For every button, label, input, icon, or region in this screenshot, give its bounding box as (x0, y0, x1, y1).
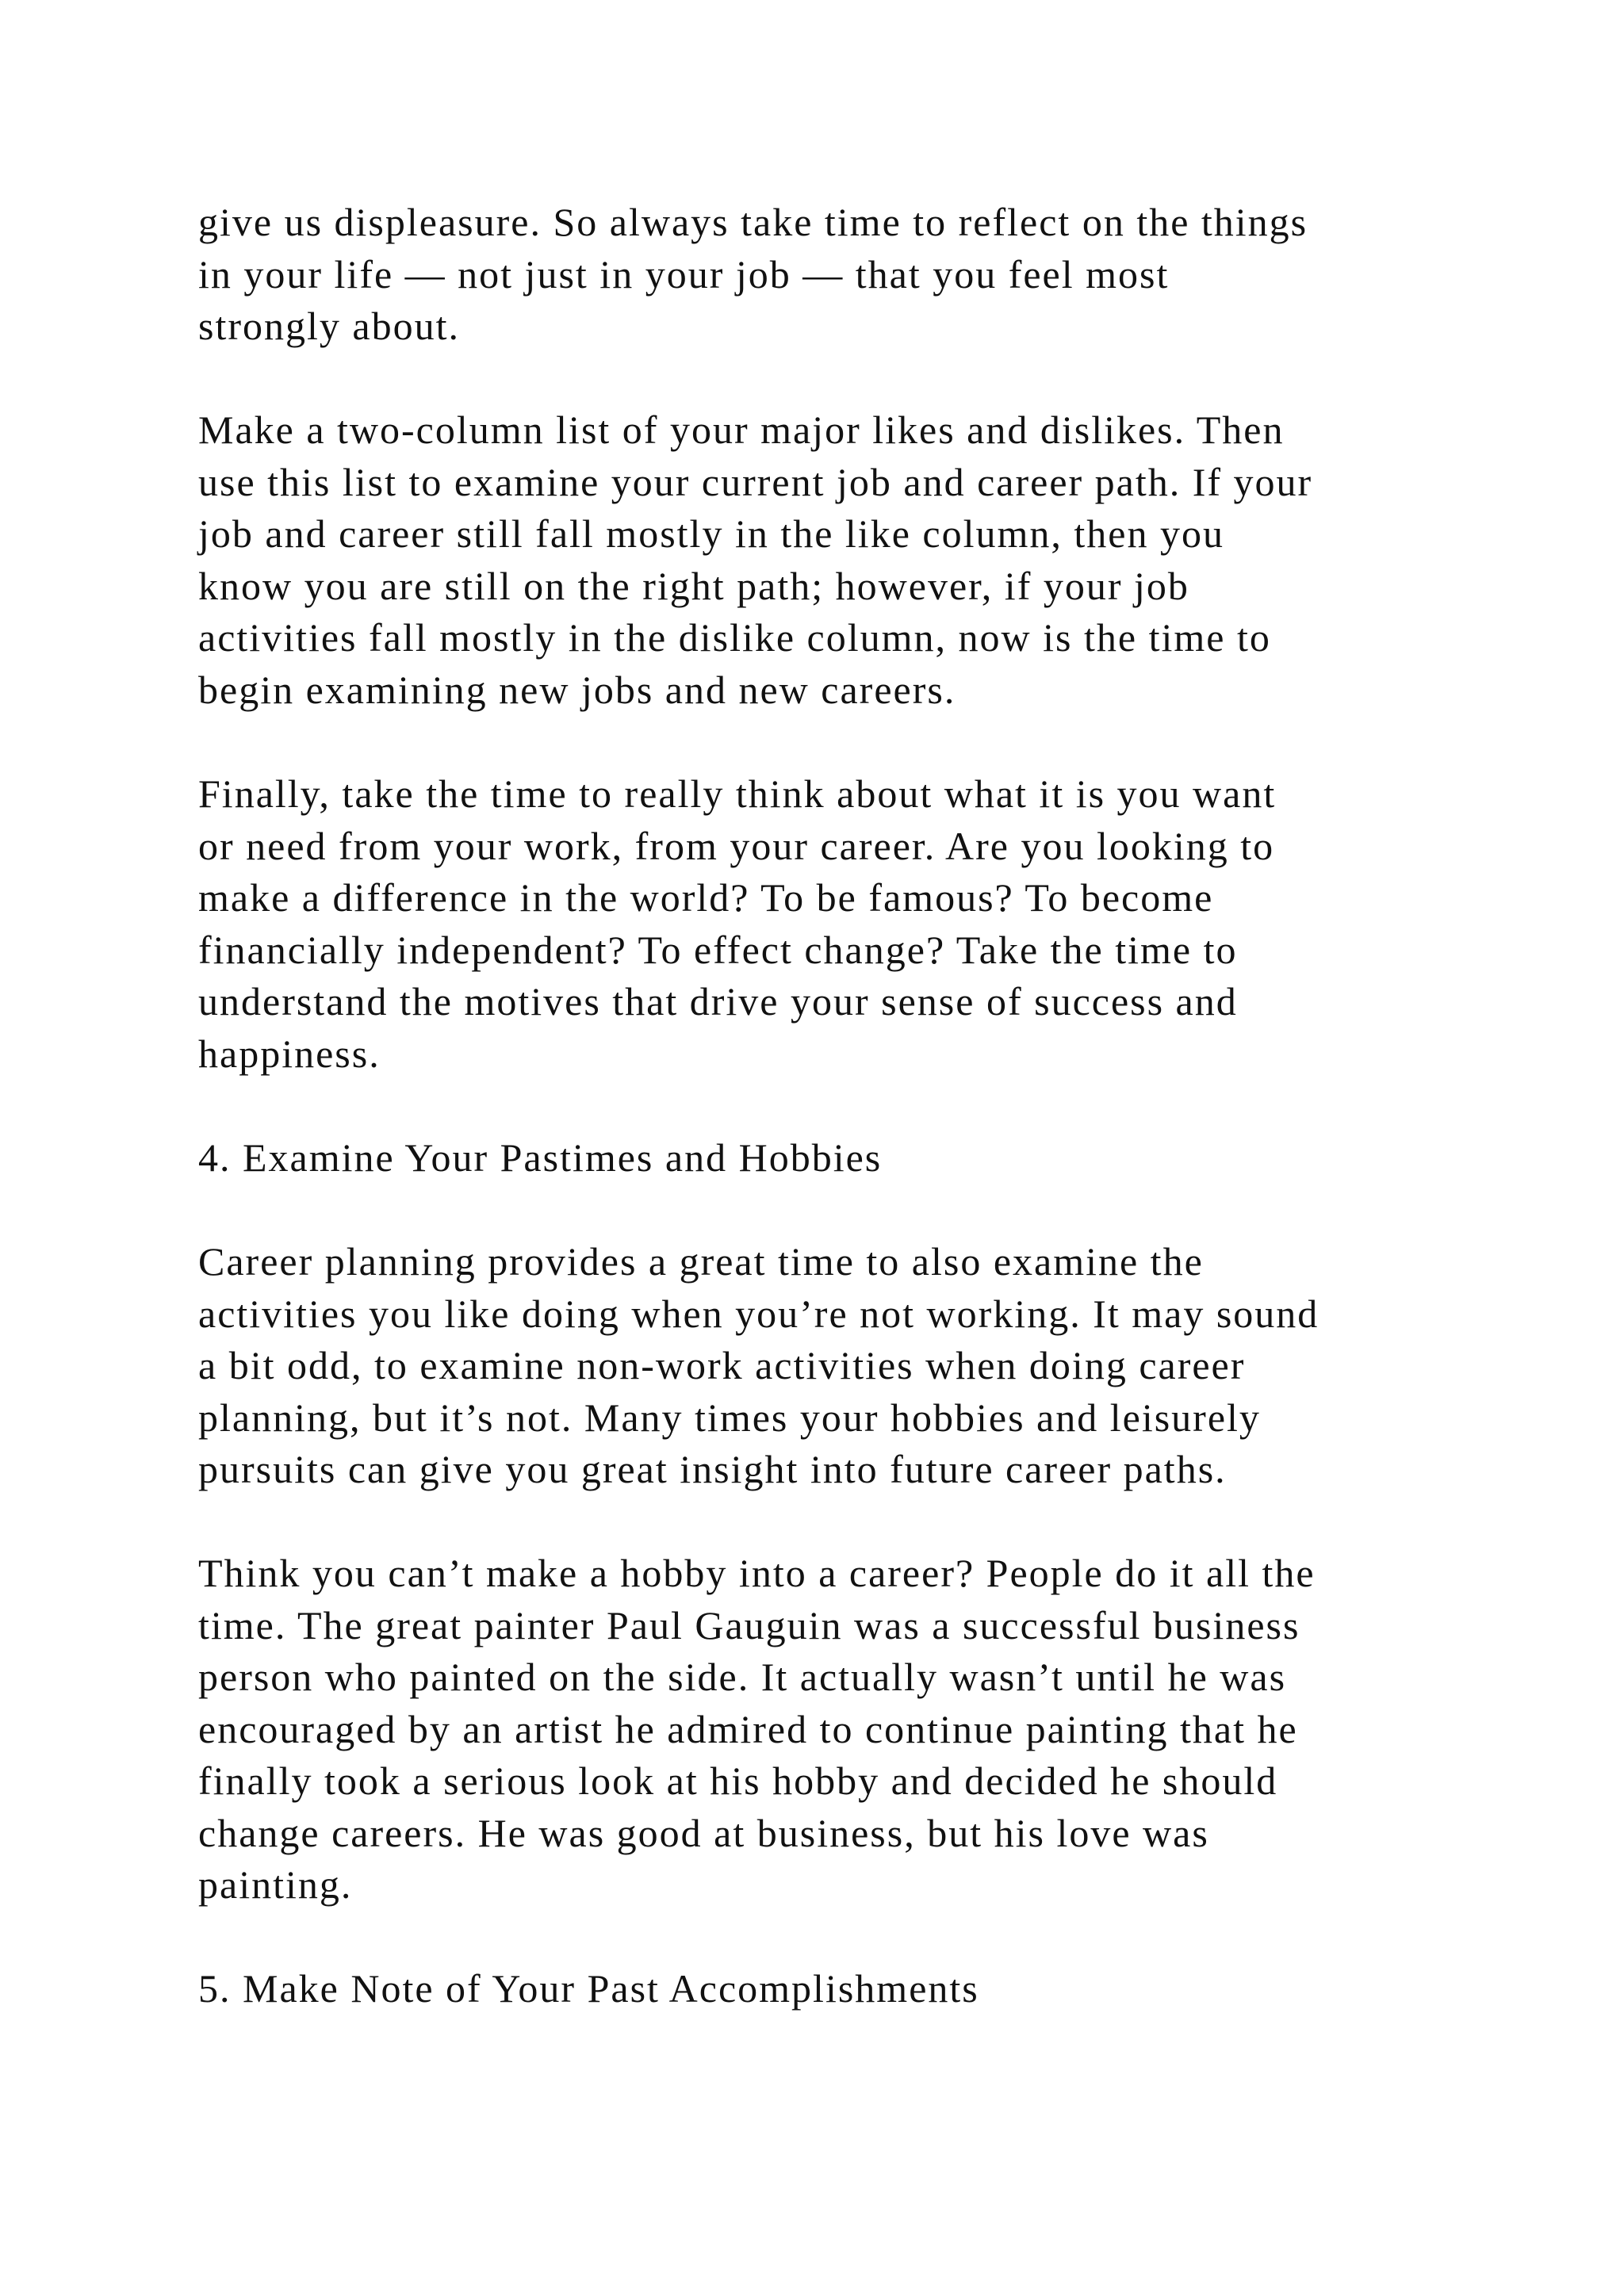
text-line: begin examining new jobs and new careers. (198, 667, 956, 712)
text-line: make a difference in the world? To be famous? To become (198, 875, 1214, 920)
text-line: or need from your work, from your career. Are you looking to (198, 823, 1275, 868)
text-line: activities you like doing when you’re not working. It may sound (198, 1291, 1320, 1336)
text-line: a bit odd, to examine non-work activities when doing career (198, 1343, 1246, 1387)
text-line: painting. (198, 1862, 353, 1907)
text-line: change careers. He was good at business, but his love was (198, 1810, 1209, 1855)
paragraph-reflect (198, 197, 1467, 353)
text-line: planning, but it’s not. Many times your hobbies and leisurely (198, 1395, 1261, 1440)
paragraph-two-column-list (198, 404, 1467, 716)
text-line: time. The great painter Paul Gauguin was a successful business (198, 1602, 1300, 1647)
paragraph-gauguin (198, 1548, 1467, 1911)
paragraph-career-planning (198, 1236, 1467, 1496)
text-line: in your life — not just in your job — that you feel most (198, 251, 1170, 297)
heading-text: 5. Make Note of Your Past Accomplishments (198, 1966, 979, 2011)
section-heading-pastimes (198, 1132, 1467, 1184)
text-line: job and career still fall mostly in the like column, then you (198, 511, 1224, 556)
text-line: Think you can’t make a hobby into a career? People do it all the (198, 1551, 1316, 1595)
text-line: activities fall mostly in the dislike column, now is the time to (198, 615, 1271, 660)
text-line: strongly about. (198, 304, 460, 348)
heading-text: 4. Examine Your Pastimes and Hobbies (198, 1135, 883, 1180)
text-line: pursuits can give you great insight into future career paths. (198, 1447, 1227, 1491)
text-line: know you are still on the right path; however, if your job (198, 563, 1189, 608)
text-line: person who painted on the side. It actually wasn’t until he was (198, 1655, 1287, 1699)
text-line: happiness. (198, 1031, 381, 1076)
text-line: use this list to examine your current job and career path. If your (198, 459, 1313, 504)
text-line: Finally, take the time to really think about what it is you want (198, 771, 1277, 816)
text-line: encouraged by an artist he admired to continue painting that he (198, 1706, 1298, 1751)
section-heading-accomplishments (198, 1963, 1467, 2015)
text-line: Career planning provides a great time to also examine the (198, 1239, 1204, 1284)
paragraph-motives (198, 768, 1467, 1080)
text-line: Make a two-column list of your major likes and dislikes. Then (198, 408, 1285, 452)
text-line: give us displeasure. So always take time to reflect on the things (198, 200, 1308, 244)
text-line: understand the motives that drive your sense of success and (198, 979, 1238, 1024)
text-line: finally took a serious look at his hobby and decided he should (198, 1758, 1278, 1803)
text-line: financially independent? To effect change? Take the time to (198, 927, 1238, 972)
